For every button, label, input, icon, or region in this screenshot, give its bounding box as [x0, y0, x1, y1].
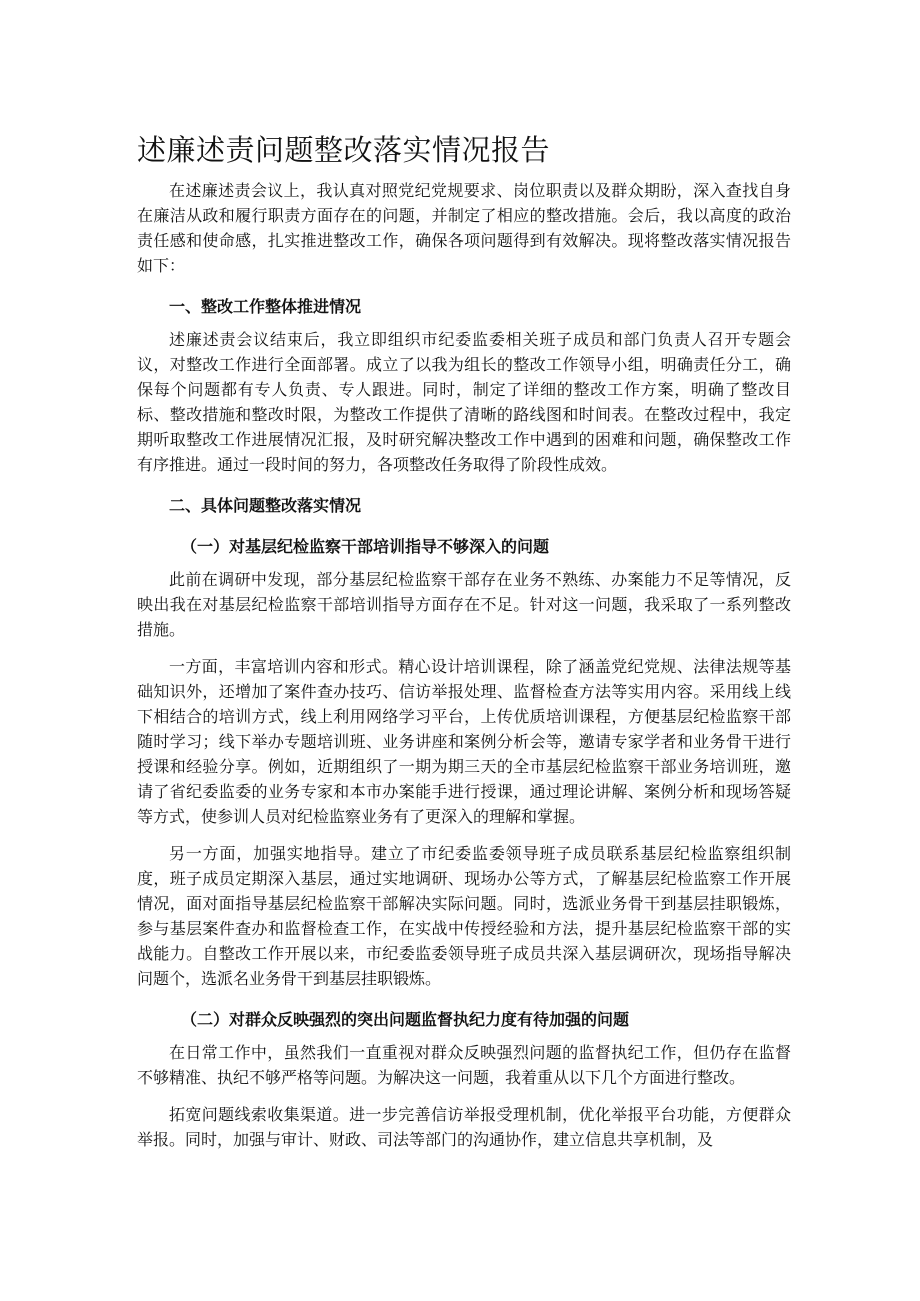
subsection-2-1-heading: （一）对基层纪检监察干部培训指导不够深入的问题	[181, 537, 550, 556]
section-2-heading: 二、具体问题整改落实情况	[169, 496, 362, 515]
section-1-paragraph: 述廉述责会议结束后，我立即组织市纪委监委相关班子成员和部门负责人召开专题会议，对整改工作进行全面部署。成立了以我为组长的整改工作领导小组，明确责任分工，确保每个问题都有专人负责、专人跟进。同时，制定了详细的整改工作方案，明确了整改目标、整改措施和整改时限，为整改工作提供了清晰的路线图和时间表。在整改过程中，我定期听取整改工作进展情况汇报，及时研究解决整改工作中遇到的困难和问题，确保整改工作有序推进。通过一段时间的努力，各项整改任务取得了阶段性成效。	[137, 330, 791, 474]
subsection-2-1-paragraph-3: 另一方面，加强实地指导。建立了市纪委监委领导班子成员联系基层纪检监察组织制度，班子成员定期深入基层，通过实地调研、现场办公等方式，了解基层纪检监察工作开展情况，面对面指导基层纪检监察干部解决实际问题。同时，选派业务骨干到基层挂职锻炼，参与基层案件查办和监督检查工作，在实战中传授经验和方法，提升基层纪检监察干部的实战能力。自整改工作开展以来，市纪委监委领导班子成员共深入基层调研次，现场指导解决问题个，选派名业务骨干到基层挂职锻炼。	[137, 844, 791, 988]
intro-paragraph: 在述廉述责会议上，我认真对照党纪党规要求、岗位职责以及群众期盼，深入查找自身在廉洁从政和履行职责方面存在的问题，并制定了相应的整改措施。会后，我以高度的政治责任感和使命感，扎实推进整改工作，确保各项问题得到有效解决。现将整改落实情况报告如下：	[137, 181, 791, 275]
subsection-2-2-paragraph-2: 拓宽问题线索收集渠道。进一步完善信访举报受理机制，优化举报平台功能，方便群众举报。同时，加强与审计、财政、司法等部门的沟通协作，建立信息共享机制，及	[137, 1105, 791, 1149]
subsection-2-1-paragraph-2: 一方面，丰富培训内容和形式。精心设计培训课程，除了涵盖党纪党规、法律法规等基础知识外，还增加了案件查办技巧、信访举报处理、监督检查方法等实用内容。采用线上线下相结合的培训方式，线上利用网络学习平台，上传优质培训课程，方便基层纪检监察干部随时学习；线下举办专题培训班、业务讲座和案例分析会等，邀请专家学者和业务骨干进行授课和经验分享。例如，近期组织了一期为期三天的全市基层纪检监察干部业务培训班，邀请了省纪委监委的业务专家和本市办案能手进行授课，通过理论讲解、案例分析和现场答疑等方式，使参训人员对纪检监察业务有了更深入的理解和掌握。	[137, 657, 791, 826]
subsection-2-2-paragraph-1: 在日常工作中，虽然我们一直重视对群众反映强烈问题的监督执纪工作，但仍存在监督不够精准、执纪不够严格等问题。为解决这一问题，我着重从以下几个方面进行整改。	[137, 1043, 791, 1087]
subsection-2-2-heading: （二）对群众反映强烈的突出问题监督执纪力度有待加强的问题	[181, 1010, 630, 1029]
document-title: 述廉述责问题整改落实情况报告	[137, 133, 551, 167]
document-body	[137, 178, 791, 1152]
subsection-2-1-paragraph-1: 此前在调研中发现，部分基层纪检监察干部存在业务不熟练、办案能力不足等情况，反映出我在对基层纪检监察干部培训指导方面存在不足。针对这一问题，我采取了一系列整改措施。	[137, 570, 791, 639]
section-1-heading: 一、整改工作整体推进情况	[169, 297, 362, 316]
